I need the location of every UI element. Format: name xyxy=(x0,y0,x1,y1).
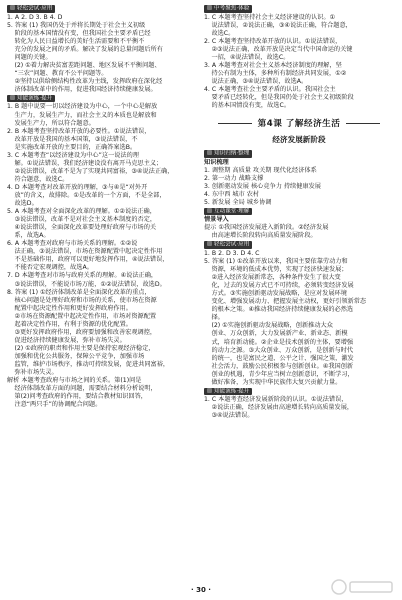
text-line: 社会活力，鼓励公民积极参与创新创业。④我国创新 xyxy=(211,362,354,370)
text-line: 方式。③实施创新驱动发展战略，是应对发展环境 xyxy=(211,290,347,298)
right-q4-block xyxy=(204,86,394,110)
text-line: ④说法错误，全面深化改革要处理好政府与市场的关 xyxy=(14,224,157,232)
question-3-block xyxy=(7,152,195,184)
question-5-block xyxy=(7,22,195,94)
question-6-block xyxy=(7,240,195,272)
text-line: 起着决定性作用，有利于资源的优化配置。 xyxy=(14,320,132,328)
text-line: 的动力之源。③大众创业、万众创新，是创新与时代 xyxy=(211,346,354,354)
text-line: 4. D 本题考查对改革开放的理解，③与④是“对外开 xyxy=(7,183,148,191)
text-line: 2. B 本题考查坚持改革开放的必要性。①说法错误， xyxy=(7,127,151,135)
left-column xyxy=(7,4,195,409)
right-q2-block xyxy=(204,38,394,62)
text-line: 问题的关键。 xyxy=(14,53,52,61)
text-line: 5. 答案 (1) 我国仍处于并将长期处于社会主义初级 xyxy=(7,21,146,29)
text-line: (2) ①着力解决贫富差距问题、地区发展不平衡问题、 xyxy=(14,61,161,69)
right-q3-block xyxy=(204,62,394,86)
text-line: 配置中起决定性作用和更好发挥政府作用。 xyxy=(14,304,132,312)
question-4-block xyxy=(7,184,195,208)
text-line: ②市场在资源配置中起决定性作用，市场对资源配置 xyxy=(14,312,157,320)
title-rule xyxy=(346,123,380,124)
square-bullet-icon xyxy=(10,95,15,100)
text-line: ③④说法错误。 xyxy=(211,412,254,420)
text-line: 3. A 本题考查对社会主义基本经济制度的理解，坚 xyxy=(204,61,342,69)
text-line: 促进经济持续健康发展，弥补市场失灵。 xyxy=(14,336,126,344)
answer-line: 1. B 2. D 3. D 4. C xyxy=(204,249,260,257)
text-line: 转化为人民日益增长的美好生活需要和不平衡不 xyxy=(14,37,145,45)
text-line: “三农”问题、教育不公平问题等。 xyxy=(14,69,108,77)
text-line: ②说法错误，改革不是为了实现共同富裕，③④说法正确， xyxy=(14,167,174,175)
square-bullet-icon xyxy=(10,5,15,10)
text-line: ②坚持以供给侧结构性改革为主线，发挥政府在深化经 xyxy=(14,77,163,85)
section-tag: 知能演练·提升 xyxy=(7,95,55,103)
question-8-block xyxy=(7,289,195,378)
text-line: 化，过去的发展方式已不可持续，必须转变经济发展 xyxy=(211,282,354,290)
text-line: 持公有制为主体，多种所有制经济共同发展，①② xyxy=(211,69,347,77)
analysis-block xyxy=(7,377,195,409)
text-line: 2. 第一动力 战略支撑 xyxy=(204,174,264,182)
text-line: 一招，④说法错误，故选C。 xyxy=(211,53,290,61)
scene-block xyxy=(204,224,394,240)
text-line: 弥补市场失灵。 xyxy=(14,369,58,377)
text-line: 发展生产力，所以符合题意。 xyxy=(14,119,95,127)
text-line: 阶段的基本国情没有变，但我国社会主要矛盾已经 xyxy=(14,29,151,37)
text-line: 的统一，也是富民之道、公平之计、强国之策，激发 xyxy=(211,354,354,362)
square-bullet-icon xyxy=(207,241,212,246)
text-line: 7. D 本题考查对市场与政府关系的理解。④说法正确， xyxy=(7,272,158,280)
text-line: 1. 调整期 高质量 攻关期 现代化经济体系 xyxy=(204,166,317,174)
text-line: 做好准备，为实现中华民族伟大复兴贡献力量。 xyxy=(211,378,342,386)
text-line: 3. 创新驱动发展 核心竞争力 持续健康发展 xyxy=(204,182,321,190)
text-line: 由高速增长阶段转向高质量发展阶段。 xyxy=(211,232,317,240)
section-tag: 轻松尝试·应用 xyxy=(7,5,55,13)
text-line: 经济体制改革方面的问题，需要结合材料分析说明， xyxy=(14,385,157,393)
text-line: 说法正确，③④说法错误，故选A。 xyxy=(211,77,308,85)
knowledge-label: 知识梳理 xyxy=(204,158,229,166)
square-bullet-icon xyxy=(207,150,212,155)
text-line: 符合题意，故选C。 xyxy=(14,175,69,183)
text-line: 放”的含义，故排除。①是改革的一个方面，不是全部， xyxy=(14,191,166,199)
text-line: 充分的发展之间的矛盾。解决了发展的总量问题后所有 xyxy=(14,45,163,53)
text-line: 8. 答案 (1) ①经济体制改革是全面深化改革的重点， xyxy=(7,288,151,296)
text-line: ②进入经济发展新常态，各种条件发生了很大变 xyxy=(211,274,341,282)
text-line: 创业的机遇，青少年应当树立创新意识，不断学习， xyxy=(211,370,354,378)
text-line: 是实施改革开放的主要目的，正确答案选B。 xyxy=(14,143,137,151)
right-q6-block xyxy=(204,396,394,420)
text-line: ③说法错误，不能说市场万能，①②说法错误，故选D。 xyxy=(14,280,166,288)
section-tag: 轻松尝试·应用 xyxy=(204,241,252,249)
text-line: 的基本国情没有变，故选C。 xyxy=(211,102,291,110)
text-line: 4. C 本题考查社会主要矛盾的认识。我国社会主 xyxy=(204,85,336,93)
square-bullet-icon xyxy=(207,208,212,213)
knowledge-list xyxy=(204,167,394,207)
text-line: 资源，环境的低成本优势，实现了经济快速发展； xyxy=(211,266,348,274)
text-line: 不是基础作用，政府可以更好地发挥作用，④说法错误， xyxy=(14,256,169,264)
text-line: 1. B 题中说要一切以经济建设为中心，一个中心是解放 xyxy=(7,103,158,111)
text-line: ②说法正确，经济发展由高速增长转向高质量发展， xyxy=(211,404,354,412)
text-line: 改革开放是我国的基本国策，③说法错误，不 xyxy=(14,135,138,143)
text-line: 监管，维护市场秩序，推动可持续发展，促进共同富裕， xyxy=(14,360,170,368)
text-line: ②③说法正确，改革开放是决定当代中国命运的关键 xyxy=(211,45,353,53)
text-line: 3. C 本题考查“以经济建设为中心”这一说法的理 xyxy=(7,151,139,159)
text-line: 2. C 本题考查坚持改革开放的认识。①说法错误， xyxy=(204,37,342,45)
text-line: (2) ①实施创新驱动发展战略，创新推动大众 xyxy=(211,322,333,330)
square-bullet-icon xyxy=(207,5,212,10)
text-line: ③更好发挥政府作用，政府要加强和改善宏观调控， xyxy=(14,328,157,336)
text-line: 6. A 本题考查对政府与市场关系的理解。①②说 xyxy=(7,240,138,248)
text-line: 4. 东中西 城市 农村 xyxy=(204,190,260,198)
text-line: 法正确，③说法错误，市场在资源配置中起决定性作用 xyxy=(14,248,163,256)
text-line: 加强和优化公共服务，保障公平竞争，加强市场 xyxy=(14,352,145,360)
text-line: 说法错误，②说法正确，③④说法正确，符合题意， xyxy=(211,21,352,29)
text-line: 1. C 本题考查坚持社会主义经济建设的认识。① xyxy=(204,13,336,21)
text-line: 不能否定宏观调控，故选A。 xyxy=(14,264,93,272)
text-line: 解析 本题考查政府与市场之间的关系。第(1)问是 xyxy=(7,377,142,385)
right-q5-block xyxy=(204,258,394,387)
lesson-title: 第4课 了解经济生活 xyxy=(204,118,394,130)
title-rule xyxy=(218,123,252,124)
text-line: 故选C。 xyxy=(211,29,235,37)
section-tag: 知能演练·提升 xyxy=(204,388,252,396)
text-line: 系，故选A。 xyxy=(14,232,50,240)
right-q1-block xyxy=(204,14,394,38)
text-line: 提示 ①我国经济发展进入新阶段。②经济发展 xyxy=(204,224,329,232)
text-line: 生产力，发展生产力，而社会主义的本质也是解放和 xyxy=(14,111,157,119)
text-line: 第(2)问考查政府的作用，要结合教材知识回答， xyxy=(14,393,147,401)
question-5b-block xyxy=(7,208,195,240)
text-line: 5. 答案 (1) ①改革开放以来，我国主要依靠劳动力和 xyxy=(204,258,348,266)
text-line: 核心问题是处理好政府和市场的关系，使市场在资源 xyxy=(14,296,157,304)
text-line: 济体制改革中的作用，促进我国经济持续健康发展。 xyxy=(14,85,157,93)
question-7-block xyxy=(7,272,195,288)
question-2-block xyxy=(7,128,195,152)
text-line: 变化、增强发展动力、把握发展主动权，更好引领新常态 xyxy=(211,298,367,306)
section-tag: 中考聚焦·体验 xyxy=(204,5,252,13)
square-bullet-icon xyxy=(207,388,212,393)
question-1-block xyxy=(7,103,195,127)
text-line: 故选D。 xyxy=(14,200,38,208)
text-line: 的根本之策。④推动我国经济持续健康发展的必然选 xyxy=(211,306,354,314)
text-line: 择。 xyxy=(211,314,224,322)
text-line: 5. A 本题考查对全面深化改革的理解。①②说法正确， xyxy=(7,208,156,216)
scene-label: 情景导入 xyxy=(204,216,229,224)
text-line: 创业、万众创新，大力发展新产业、新业态、新模 xyxy=(211,330,348,338)
text-line: 1. C 本题考查经济发展新阶段的认识。①说法错误， xyxy=(204,396,348,404)
right-column xyxy=(204,4,394,420)
answer-line: 1. A 2. D 3. B 4. D xyxy=(7,13,63,21)
section-title: 经济发展新阶段 xyxy=(272,135,326,145)
page-number: · 30 · xyxy=(191,586,211,594)
section-tag: 互动课堂·理解 xyxy=(204,208,252,216)
section-tag: 知识归纳·整理 xyxy=(204,150,252,158)
text-line: 5. 新发展 全局 城乡协调 xyxy=(204,198,272,206)
watermark-icon xyxy=(330,578,396,596)
text-line: 解。①说法错误，我们经济建设没有离开马克思主义； xyxy=(14,159,163,167)
text-line: 要矛盾已经转化，但是我国仍处于社会主义初级阶段 xyxy=(211,93,354,101)
text-line: 式，培育新动能。②企业是技术创新的主体，要增强 xyxy=(211,338,354,346)
text-line: ③说法错误，改革不是对社会主义基本制度的否定， xyxy=(14,216,157,224)
text-line: 注意“两只手”的协调配合问题。 xyxy=(14,401,102,409)
text-line: (2) ①政府的职责和作用主要是保持宏观经济稳定， xyxy=(14,344,155,352)
